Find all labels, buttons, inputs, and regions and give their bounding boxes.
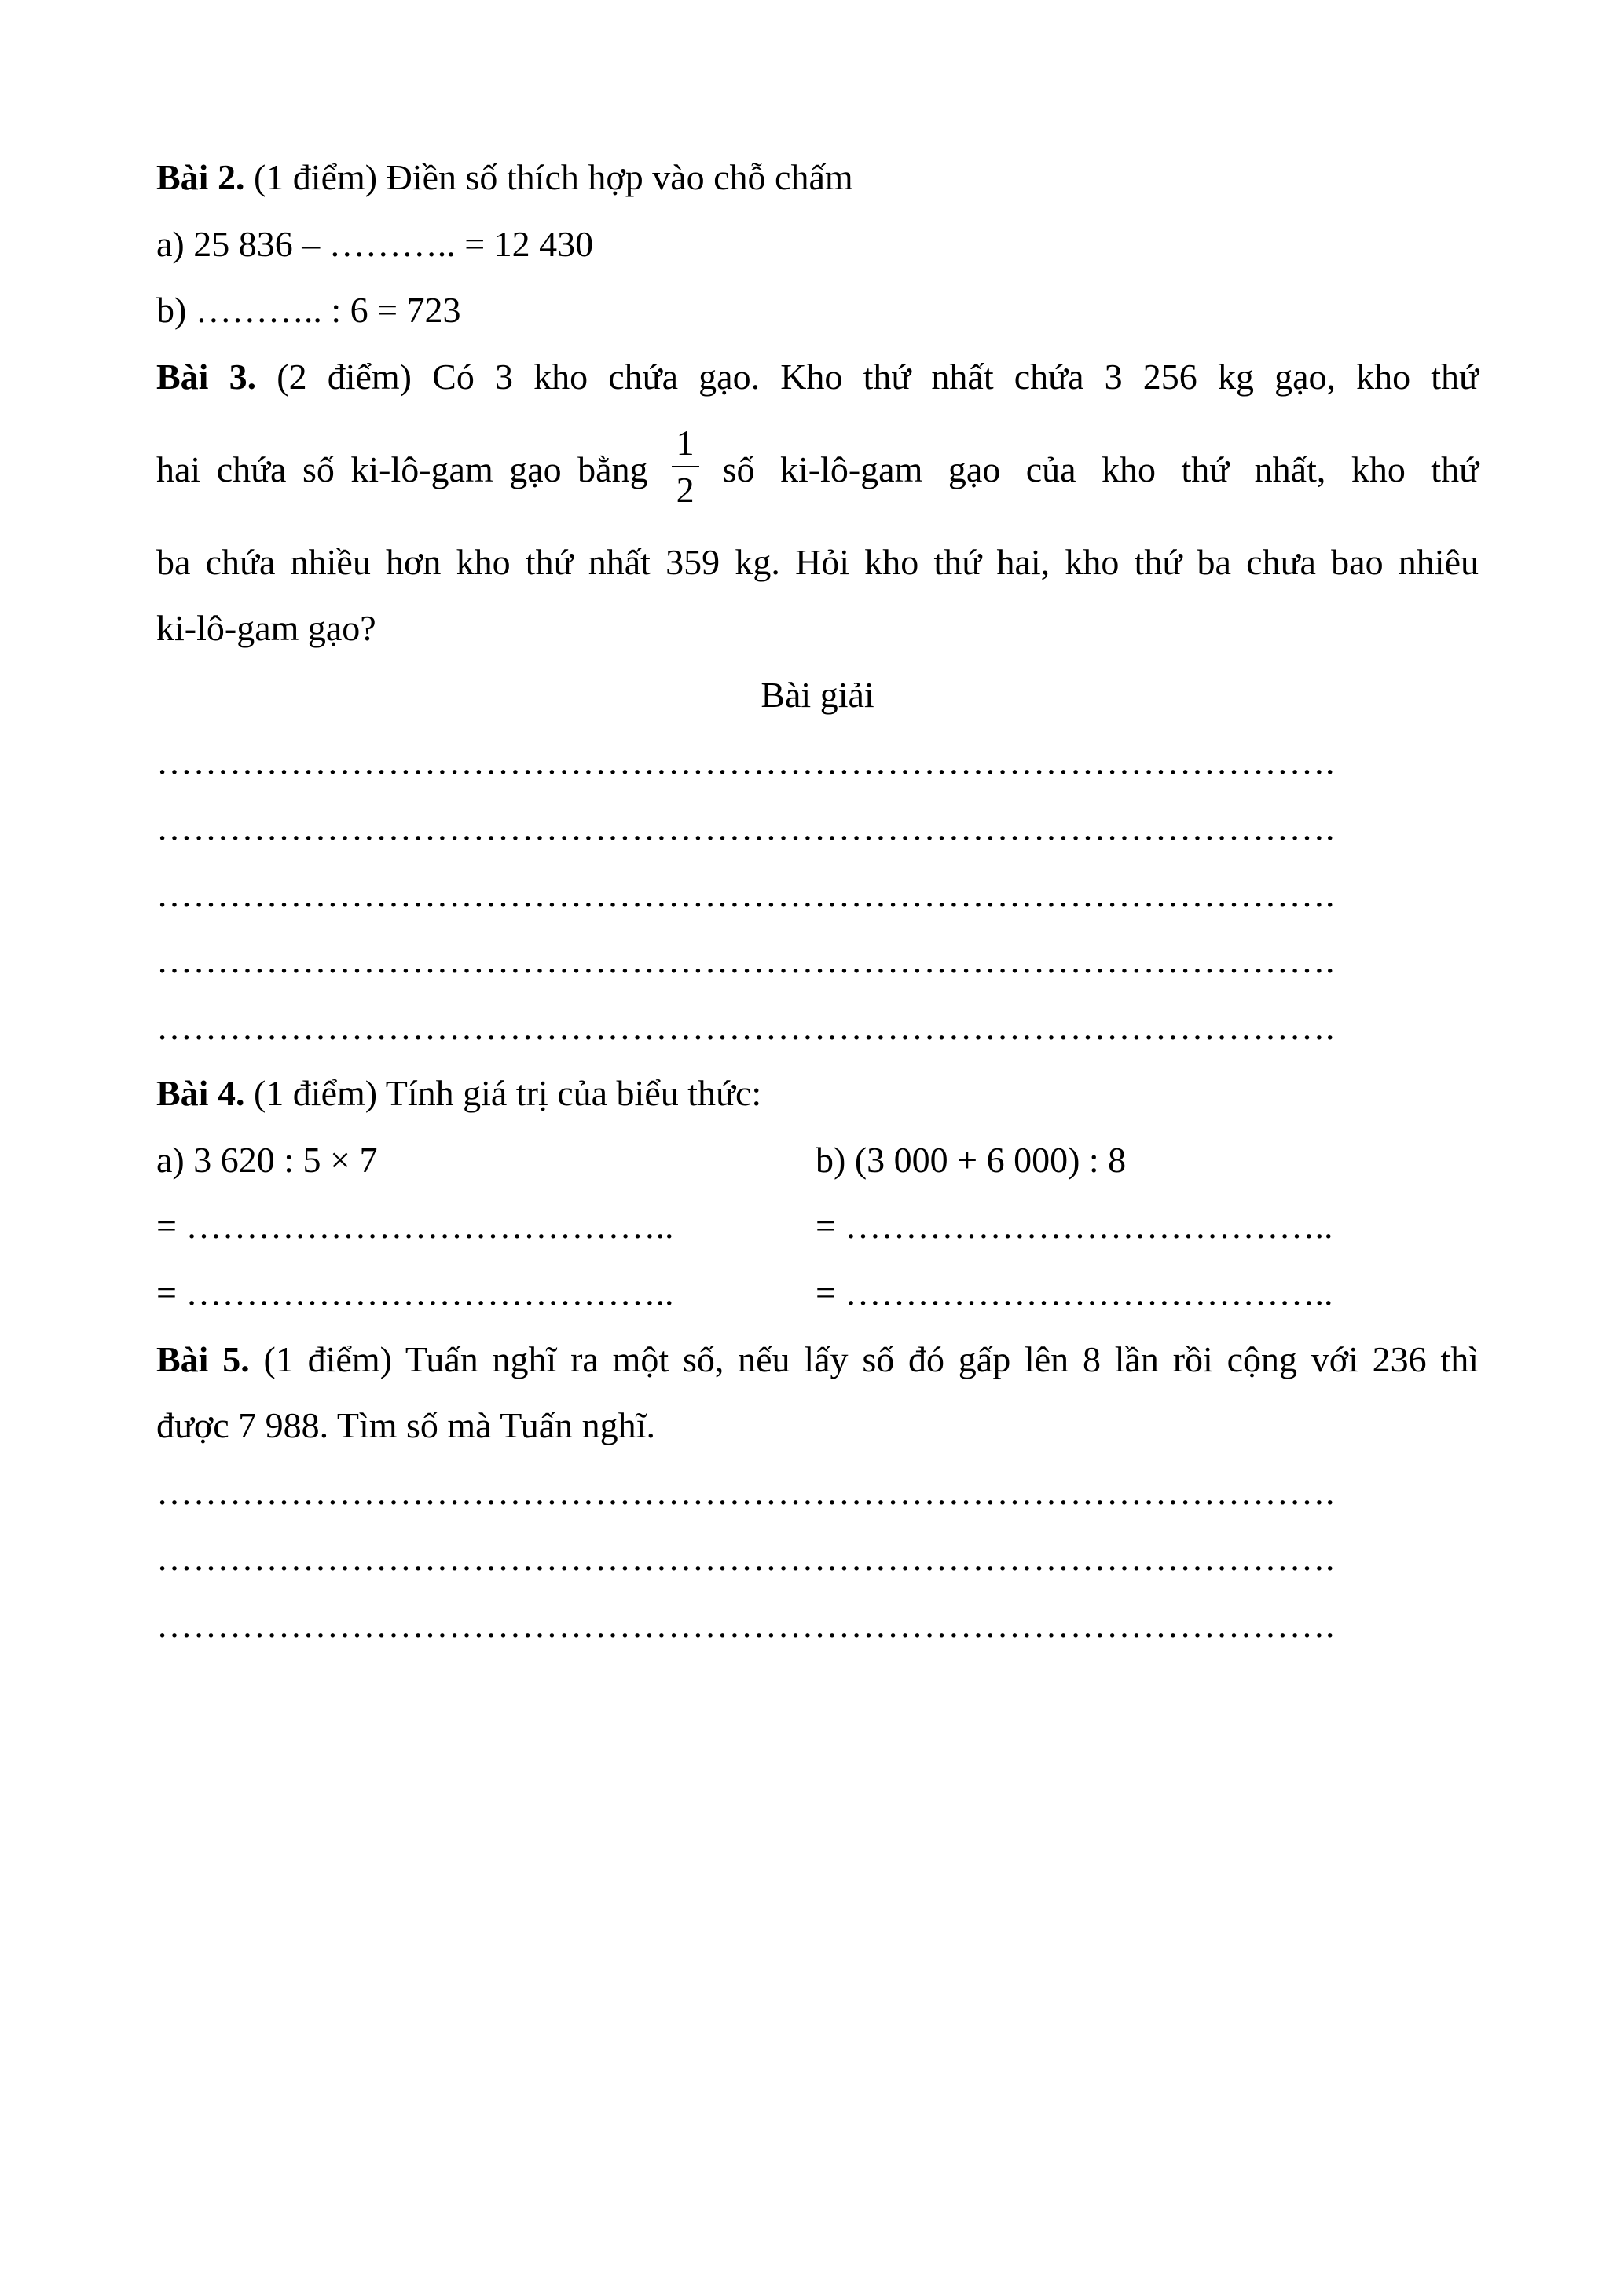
bai4-b: b) (3 000 + 6 000) : 8 [816, 1140, 1127, 1180]
bai5-line2: được 7 988. Tìm số mà Tuấn nghĩ. [156, 1405, 655, 1445]
fraction-denominator: 2 [676, 470, 695, 510]
fraction-numerator: 1 [672, 425, 699, 467]
bai3-heading: Bài 3. [156, 357, 257, 397]
fraction-one-half [672, 425, 699, 508]
bai5-line1 [156, 1338, 1479, 1382]
bai4-a-step2[interactable]: = ………………………………….. [156, 1273, 674, 1313]
bai4-a-step1[interactable]: = ………………………………….. [156, 1206, 674, 1246]
bai2-text: (1 điểm) Điền số thích hợp vào chỗ chấm [244, 157, 853, 197]
answer-line[interactable]: ……………………………………………………………………………………. [156, 1605, 1335, 1645]
bai3-line4: ki-lô-gam gạo? [156, 608, 376, 648]
bai2-title [156, 156, 1479, 200]
bai4-b-step2[interactable]: = ………………………………….. [816, 1273, 1333, 1313]
bai5-line1-text: (1 điểm) Tuấn nghĩ ra một số, nếu lấy số đó gấp lên 8 lần rồi cộng với 236 thì [249, 1339, 1479, 1379]
bai2-heading: Bài 2. [156, 157, 245, 197]
answer-line[interactable]: ……………………………………………………………………………………. [156, 1538, 1335, 1578]
answer-line[interactable]: ……………………………………………………………………………………. [156, 1472, 1335, 1512]
answer-line[interactable]: ……………………………………………………………………………………. [156, 807, 1335, 848]
answer-line[interactable]: ……………………………………………………………………………………. [156, 1007, 1335, 1047]
bai4-b-step1[interactable]: = ………………………………….. [816, 1206, 1333, 1246]
answer-line[interactable]: ……………………………………………………………………………………. [156, 940, 1335, 980]
solution-title: Bài giải [761, 675, 874, 715]
answer-line[interactable]: ……………………………………………………………………………………. [156, 874, 1335, 914]
bai4-text: (1 điểm) Tính giá trị của biểu thức: [244, 1073, 762, 1113]
bai3-line1 [156, 355, 1479, 399]
bai2-a: a) 25 836 – ……….. = 12 430 [156, 224, 594, 264]
bai3-line2 [156, 423, 1479, 510]
bai4-heading: Bài 4. [156, 1073, 245, 1113]
bai3-line1-text: (2 điểm) Có 3 kho chứa gạo. Kho thứ nhất chứa 3 256 kg gạo, kho thứ [256, 357, 1479, 397]
bai4-title [156, 1071, 1479, 1115]
bai4-a: a) 3 620 : 5 × 7 [156, 1140, 378, 1180]
bai3-line3: ba chứa nhiều hơn kho thứ nhất 359 kg. Hỏi kho thứ hai, kho thứ ba chưa bao nhiêu [156, 542, 1479, 582]
bai5-heading: Bài 5. [156, 1339, 250, 1379]
answer-line[interactable]: ……………………………………………………………………………………. [156, 742, 1335, 782]
bai3-line2-before: hai chứa số ki-lô-gam gạo bằng [156, 449, 648, 489]
bai3-line2-after: số ki-lô-gam gạo của kho thứ nhất, kho thứ [722, 449, 1479, 489]
bai2-b: b) ……….. : 6 = 723 [156, 290, 461, 330]
